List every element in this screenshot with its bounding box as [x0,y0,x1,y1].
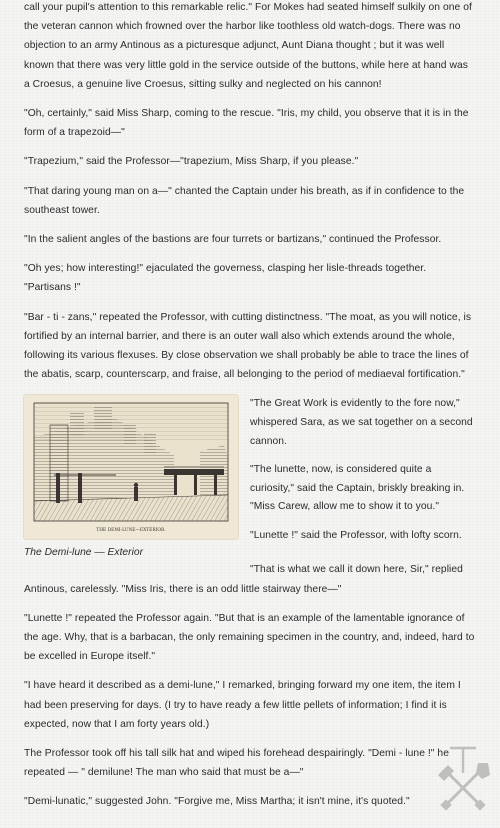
engraving-illustration [24,395,238,539]
figure-caption: The Demi-lune — Exterior [24,547,144,559]
engraving-label: THE DEMI-LUNE—EXTERIOR. [96,528,166,534]
paragraph-11: "Demi-lunatic," suggested John. "Forgive me, Miss Martha; it isn't mine, it's quoted." [24,796,410,808]
paragraph-4: "That daring young man on a—" chanted the Captain under his breath, as if in confidence to the southeast tower. [24,185,465,216]
paragraph-5: "In the salient angles of the bastions are four turrets or bartizans," continued the Professor. [24,234,442,246]
paragraph-10: The Professor took off his tall silk hat and wiped his forehead despairingly. "Demi - lune !" he repeated — " demilune! The man who said that must be a—" [24,748,449,779]
paragraph-9: "I have heard it described as a demi-lune," I remarked, bringing forward my one item, the item I had been preserving for days. (I try to have ready a few little pellets of information; I find it is expected, now that I am forty years old.) [24,680,461,730]
paragraph-6: "Oh yes; how interesting!" ejaculated the governess, clasping her lisle-threads together. "Partisans !" [24,263,427,294]
side-paragraph-3: "Lunette !" said the Professor, with lofty scorn. [250,530,462,542]
side-text-column [250,395,476,545]
paragraph-7: "Bar - ti - zans," repeated the Professor, with cutting distinctness. "The moat, as you will notice, is fortified by an internal barrier, and there is an outer wall also which extends around the whole, following its various flexuses. By close observation we shall probably be able to trace the lines of the abatis, scarp, counterscarp, and fraise, all belonging to the period of mediaeval fortification." [24,311,472,381]
paragraph-2: "Oh, certainly," said Miss Sharp, coming to the rescue. "Iris, my child, you observe that it is in the form of a trapezoid—" [24,108,469,139]
paragraph-1: call your pupil's attention to this remarkable relic." For Mokes had seated himself sulkily on one of the veteran cannon which frowned over the harbor like toothless old watch-dogs. There was no objection to an army Antinous as a picturesque adjunct, Aunt Diana thought ; but it was well known that there was very little gold in the service outside of the buttons, while here at hand was a Croesus, a genuine live Croesus, sitting sulky and neglected on his cannon! [24,2,472,90]
crossed-shovel-pick-icon [434,745,492,815]
paragraph-3: "Trapezium," said the Professor—"trapezium, Miss Sharp, if you please." [24,156,359,168]
side-paragraph-1: "The Great Work is evidently to the fore now," whispered Sara, as we sat together on a second cannon. [250,398,473,447]
side-paragraph-2: "The lunette, now, is considered quite a curiosity," said the Captain, briskly breaking in. "Miss Carew, allow me to show it to you." [250,464,465,513]
paragraph-8: "Lunette !" repeated the Professor again. "But that is an example of the lamentable ignorance of the age. Why, that is a barbacan, the only remaining specimen in the country, and, indeed, hard to be excelled in Europe itself." [24,612,475,663]
paragraph-wrap: "That is what we call it down here, Sir," replied Antinous, carelessly. "Miss Iris, there is an odd little stairway there—" [24,564,463,595]
demi-lune-engraving [24,395,238,539]
figure-block [24,395,476,562]
